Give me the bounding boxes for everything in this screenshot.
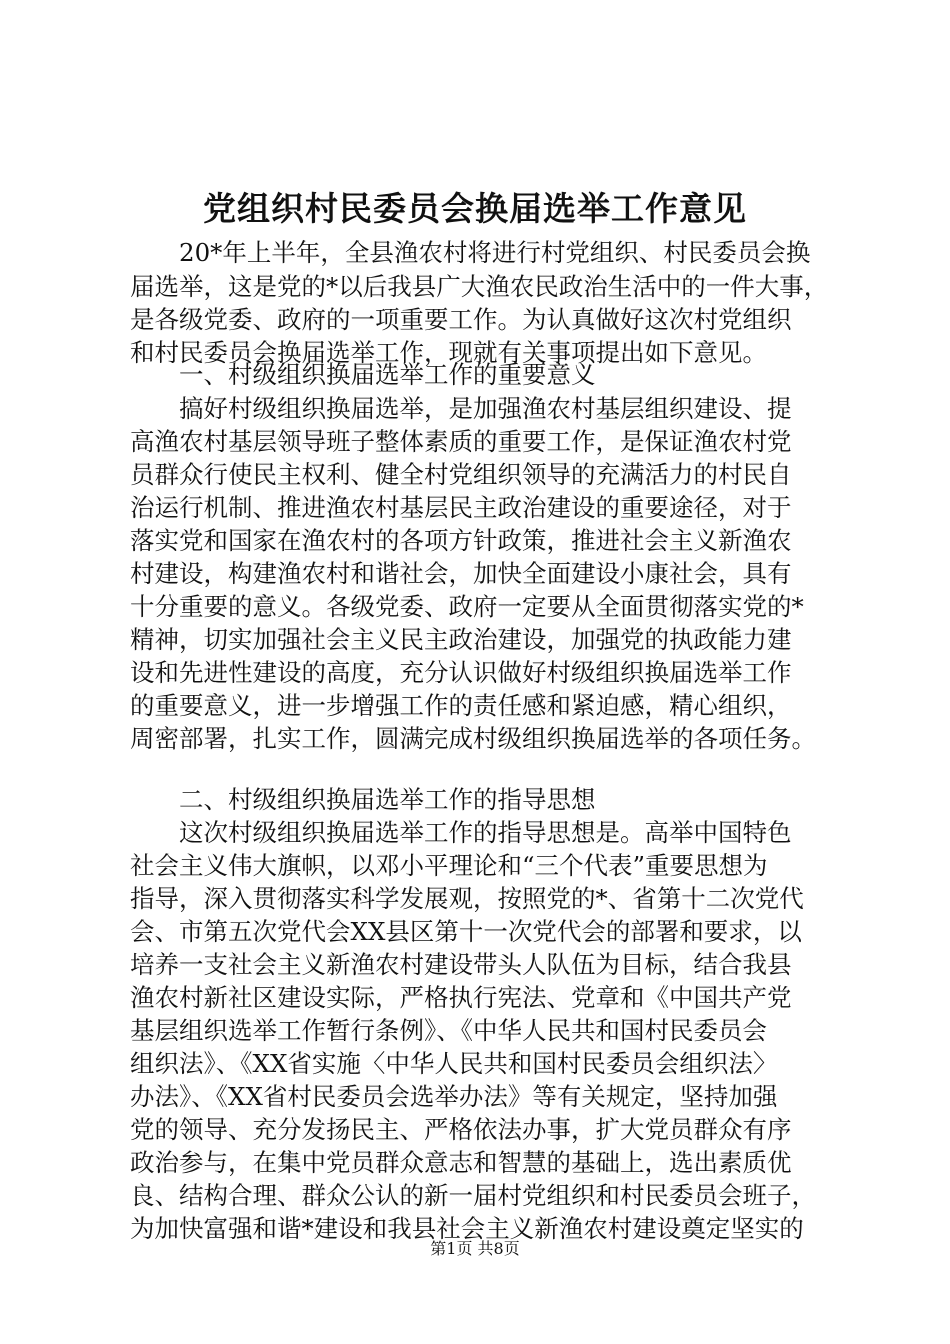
body-line: 设和先进性建设的高度，充分认识做好村级组织换届选举工作	[130, 658, 792, 687]
body-line: 会、市第五次党代会XX县区第十一次党代会的部署和要求，以	[130, 917, 802, 946]
body-line: 20*年上半年，全县渔农村将进行村党组织、村民委员会换	[130, 238, 811, 267]
body-line: 治运行机制、推进渔农村基层民主政治建设的重要途径，对于	[130, 493, 792, 522]
body-line: 落实党和国家在渔农村的各项方针政策，推进社会主义新渔农	[130, 526, 792, 555]
body-line: 十分重要的意义。各级党委、政府一定要从全面贯彻落实党的*	[130, 592, 804, 621]
body-line: 村建设，构建渔农村和谐社会，加快全面建设小康社会，具有	[130, 559, 792, 588]
body-line: 办法》、《XX省村民委员会选举办法》等有关规定，坚持加强	[130, 1082, 778, 1111]
body-line: 精神，切实加强社会主义民主政治建设，加强党的执政能力建	[130, 625, 792, 654]
body-line: 社会主义伟大旗帜，以邓小平理论和“三个代表”重要思想为	[130, 851, 768, 880]
body-line: 这次村级组织换届选举工作的指导思想是。高举中国特色	[130, 818, 792, 847]
section-heading: 一、村级组织换届选举工作的重要意义	[130, 360, 596, 389]
body-line: 搞好村级组织换届选举，是加强渔农村基层组织建设、提	[130, 394, 792, 423]
body-line: 和村民委员会换届选举工作，现就有关事项提出如下意见。	[130, 338, 767, 367]
body-line: 组织法》、《XX省实施〈中华人民共和国村民委员会组织法〉	[130, 1049, 778, 1078]
body-line: 是各级党委、政府的一项重要工作。为认真做好这次村党组织	[130, 305, 792, 334]
body-line: 为加快富强和谐*建设和我县社会主义新渔农村建设奠定坚实的	[130, 1214, 804, 1243]
page-title: 党组织村民委员会换届选举工作意见	[203, 189, 747, 228]
section-heading: 二、村级组织换届选举工作的指导思想	[130, 785, 596, 814]
body-line: 良、结构合理、群众公认的新一届村党组织和村民委员会班子，	[130, 1181, 816, 1210]
body-line: 周密部署，扎实工作，圆满完成村级组织换届选举的各项任务。	[130, 724, 816, 753]
body-line: 高渔农村基层领导班子整体素质的重要工作，是保证渔农村党	[130, 427, 792, 456]
body-line: 届选举，这是党的*以后我县广大渔农民政治生活中的一件大事，	[130, 272, 829, 301]
body-line: 基层组织选举工作暂行条例》、《中华人民共和国村民委员会	[130, 1016, 767, 1045]
body-line: 员群众行使民主权利、健全村党组织领导的充满活力的村民自	[130, 460, 792, 489]
page-indicator: 第1页 共8页	[430, 1239, 520, 1258]
body-line: 指导，深入贯彻落实科学发展观，按照党的*、省第十二次党代	[130, 884, 804, 913]
body-line: 培养一支社会主义新渔农村建设带头人队伍为目标，结合我县	[130, 950, 792, 979]
body-line: 政治参与，在集中党员群众意志和智慧的基础上，选出素质优	[130, 1148, 792, 1177]
body-line: 党的领导、充分发扬民主、严格依法办事，扩大党员群众有序	[130, 1115, 792, 1144]
body-line: 的重要意义，进一步增强工作的责任感和紧迫感，精心组织，	[130, 691, 792, 720]
body-line: 渔农村新社区建设实际，严格执行宪法、党章和《中国共产党	[130, 983, 792, 1012]
